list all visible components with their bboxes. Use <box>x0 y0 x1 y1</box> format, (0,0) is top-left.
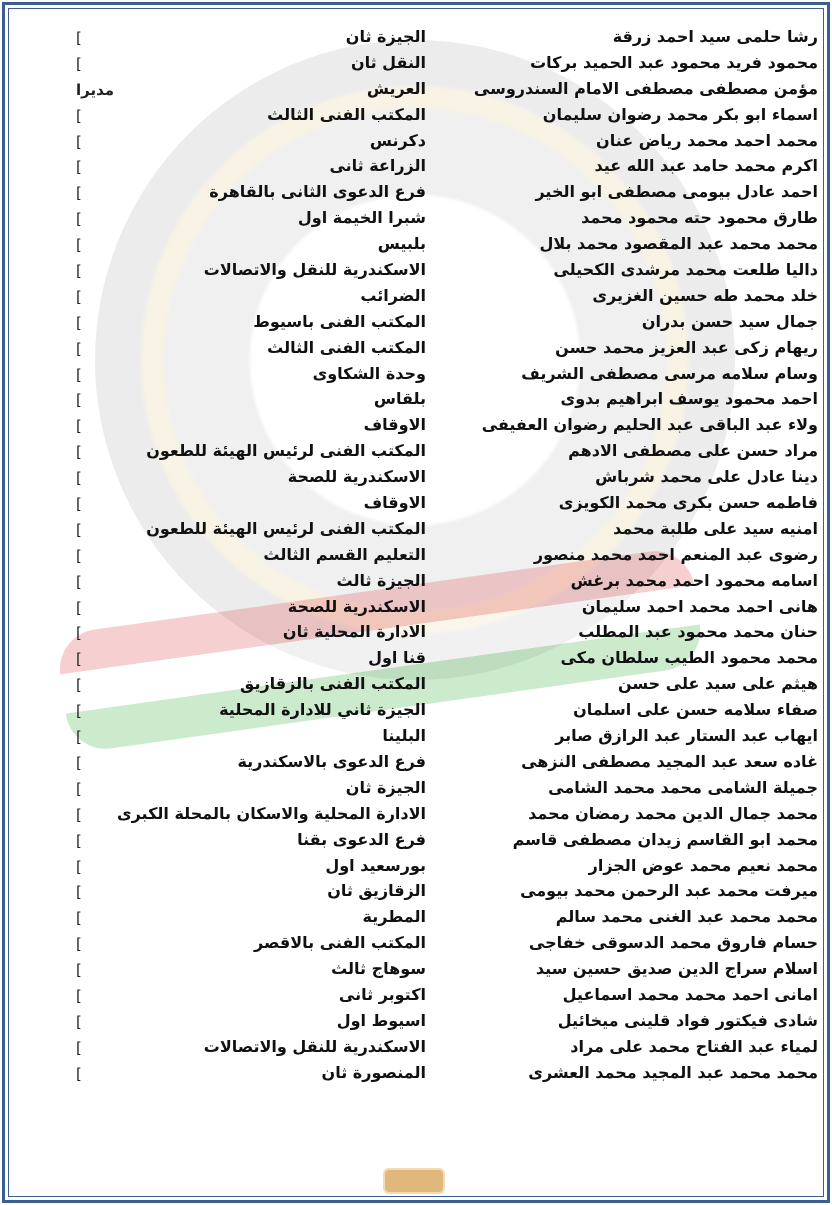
assignment-list <box>0 27 832 1089</box>
employee-name: جميلة الشامى محمد محمد الشامى <box>548 777 818 797</box>
assigned-office: المكتب الفنى باسيوط <box>253 311 426 331</box>
employee-name: محمد محمد عبد المقصود محمد بلال <box>539 234 818 254</box>
assigned-office: بلبيس <box>377 234 426 254</box>
employee-name: حسام فاروق محمد الدسوقى خفاجى <box>528 933 818 953</box>
list-item <box>0 907 832 933</box>
bracket-mark: [ <box>76 54 82 73</box>
list-item <box>0 881 832 907</box>
list-item <box>0 726 832 752</box>
bracket-mark: [ <box>76 624 82 643</box>
role-note: مديرا <box>76 80 115 99</box>
bracket-mark: [ <box>76 779 82 798</box>
assigned-office: دكرنس <box>369 130 426 150</box>
bracket-mark: [ <box>76 417 82 436</box>
employee-name: احمد عادل بيومى مصطفى ابو الخير <box>535 182 818 202</box>
list-item <box>0 985 832 1011</box>
list-item <box>0 131 832 157</box>
assigned-office: الاوقاف <box>363 415 426 435</box>
list-item <box>0 312 832 338</box>
list-item <box>0 597 832 623</box>
list-item <box>0 700 832 726</box>
bracket-mark: [ <box>76 29 82 47</box>
list-item <box>0 778 832 804</box>
page-number-tab <box>383 1168 445 1194</box>
bracket-mark: [ <box>76 262 82 281</box>
list-item <box>0 389 832 415</box>
employee-name: مراد حسن على مصطفى الادهم <box>568 441 818 461</box>
employee-name: رشا حلمى سيد احمد زرقة <box>612 27 818 46</box>
assigned-office: الزقازيق ثان <box>327 881 426 901</box>
list-item <box>0 364 832 390</box>
list-item <box>0 53 832 79</box>
bracket-mark: [ <box>76 1012 82 1031</box>
assigned-office: الاوقاف <box>363 493 426 513</box>
list-item <box>0 27 832 53</box>
employee-name: احمد محمود يوسف ابراهيم بدوى <box>560 389 818 409</box>
assigned-office: وحدة الشكاوى <box>312 363 426 383</box>
assigned-office: بلقاس <box>373 389 426 409</box>
bracket-mark: [ <box>76 676 82 695</box>
list-item <box>0 467 832 493</box>
bracket-mark: [ <box>76 650 82 669</box>
list-item <box>0 648 832 674</box>
employee-name: جمال سيد حسن بدران <box>641 311 818 331</box>
employee-name: مؤمن مصطفى مصطفى الامام السندروسى <box>473 78 818 98</box>
assigned-office: الاسكندرية للصحة <box>287 596 426 616</box>
assigned-office: الادارة المحلية والاسكان بالمحلة الكبرى <box>116 803 426 823</box>
employee-name: صفاء سلامه حسن على اسلمان <box>573 700 818 720</box>
assigned-office: الاسكندرية للصحة <box>287 467 426 487</box>
bracket-mark: [ <box>76 961 82 980</box>
assigned-office: بورسعيد اول <box>325 855 426 875</box>
bracket-mark: [ <box>76 106 82 125</box>
assigned-office: البلينا <box>382 726 426 746</box>
list-item <box>0 208 832 234</box>
list-item <box>0 260 832 286</box>
employee-name: اسامه محمود احمد محمد برغش <box>570 570 818 590</box>
assigned-office: المكتب الفنى بالزقازيق <box>240 674 426 694</box>
bracket-mark: [ <box>76 132 82 151</box>
assigned-office: النقل ثان <box>350 52 426 72</box>
list-item <box>0 933 832 959</box>
bracket-mark: [ <box>76 546 82 565</box>
bracket-mark: [ <box>76 702 82 721</box>
list-item <box>0 959 832 985</box>
bracket-mark: [ <box>76 391 82 410</box>
assigned-office: المكتب الفنى لرئيس الهيئة للطعون <box>146 518 426 538</box>
employee-name: محمد نعيم محمد عوض الجزار <box>588 855 818 875</box>
assigned-office: الزراعة ثانى <box>329 156 426 176</box>
employee-name: محمد محمد عبد المجيد محمد العشرى <box>528 1062 818 1082</box>
bracket-mark: [ <box>76 339 82 358</box>
bracket-mark: [ <box>76 728 82 747</box>
employee-name: وسام سلامه مرسى مصطفى الشريف <box>521 363 818 383</box>
assigned-office: المطرية <box>362 907 426 927</box>
assigned-office: المنصورة ثان <box>321 1062 426 1082</box>
list-item <box>0 79 832 105</box>
list-item <box>0 1063 832 1089</box>
bracket-mark: [ <box>76 1064 82 1083</box>
employee-name: محمد محمد عبد الغنى محمد سالم <box>555 907 818 927</box>
employee-name: ميرفت محمد عبد الرحمن محمد بيومى <box>520 881 818 901</box>
bracket-mark: [ <box>76 443 82 462</box>
employee-name: حنان محمد محمود عبد المطلب <box>578 622 818 642</box>
bracket-mark: [ <box>76 287 82 306</box>
list-item <box>0 441 832 467</box>
employee-name: اسماء ابو بكر محمد رضوان سليمان <box>542 104 818 124</box>
bracket-mark: [ <box>76 986 82 1005</box>
employee-name: ريهام زكى عبد العزيز محمد حسن <box>555 337 818 357</box>
employee-name: محمد احمد محمد رياض عنان <box>596 130 818 150</box>
assigned-office: الجيزة ثان <box>345 27 426 46</box>
assigned-office: المكتب الفنى لرئيس الهيئة للطعون <box>146 441 426 461</box>
list-item <box>0 622 832 648</box>
bracket-mark: [ <box>76 909 82 928</box>
assigned-office: فرع الدعوى بقنا <box>297 829 426 849</box>
employee-name: هيثم على سيد على حسن <box>618 674 818 694</box>
assigned-office: الاسكندرية للنقل والاتصالات <box>203 260 426 280</box>
employee-name: اكرم محمد حامد عبد الله عيد <box>594 156 818 176</box>
assigned-office: الجيزة ثالث <box>336 570 426 590</box>
assigned-office: المكتب الفنى الثالث <box>267 104 426 124</box>
list-item <box>0 804 832 830</box>
list-item <box>0 234 832 260</box>
list-item <box>0 156 832 182</box>
bracket-mark: [ <box>76 935 82 954</box>
assigned-office: الجيزة ثاني للادارة المحلية <box>219 700 426 720</box>
employee-name: محمود فريد محمود عبد الحميد بركات <box>530 52 818 72</box>
employee-name: شادى فيكتور فواد قلينى ميخائيل <box>557 1010 818 1030</box>
employee-name: خلد محمد طه حسين الغزيرى <box>592 285 818 305</box>
bracket-mark: [ <box>76 883 82 902</box>
employee-name: ايهاب عبد الستار عبد الرازق صابر <box>555 726 818 746</box>
employee-name: لمياء عبد الفتاح محمد على مراد <box>570 1036 818 1056</box>
bracket-mark: [ <box>76 184 82 203</box>
bracket-mark: [ <box>76 805 82 824</box>
bracket-mark: [ <box>76 857 82 876</box>
list-item <box>0 752 832 778</box>
list-item <box>0 493 832 519</box>
employee-name: داليا طلعت محمد مرشدى الكحيلى <box>553 260 818 280</box>
list-item <box>0 1011 832 1037</box>
list-item <box>0 105 832 131</box>
employee-name: ولاء عبد الباقى عبد الحليم رضوان العفيفى <box>481 415 818 435</box>
employee-name: اسلام سراج الدين صديق حسين سيد <box>535 959 818 979</box>
list-item <box>0 674 832 700</box>
employee-name: فاطمه حسن بكرى محمد الكويزى <box>558 493 818 513</box>
list-item <box>0 519 832 545</box>
list-item <box>0 856 832 882</box>
employee-name: دينا عادل على محمد شرباش <box>595 467 818 487</box>
bracket-mark: [ <box>76 236 82 255</box>
bracket-mark: [ <box>76 1038 82 1057</box>
assigned-office: الاسكندرية للنقل والاتصالات <box>203 1036 426 1056</box>
list-item <box>0 182 832 208</box>
bracket-mark: [ <box>76 520 82 539</box>
employee-name: امنيه سيد على طلبة محمد <box>613 518 818 538</box>
assigned-office: الادارة المحلية ثان <box>282 622 426 642</box>
assigned-office: فرع الدعوى بالاسكندرية <box>237 751 426 771</box>
list-item <box>0 286 832 312</box>
assigned-office: المكتب الفنى بالاقصر <box>254 933 426 953</box>
assigned-office: المكتب الفنى الثالث <box>267 337 426 357</box>
assigned-office: سوهاج ثالث <box>331 959 426 979</box>
employee-name: رضوى عبد المنعم احمد محمد منصور <box>533 544 818 564</box>
assigned-office: اسيوط اول <box>336 1010 426 1030</box>
assigned-office: العريش <box>366 78 426 98</box>
list-item <box>0 1037 832 1063</box>
bracket-mark: [ <box>76 831 82 850</box>
bracket-mark: [ <box>76 469 82 488</box>
assigned-office: شبرا الخيمة اول <box>297 208 426 228</box>
list-item <box>0 830 832 856</box>
list-item <box>0 338 832 364</box>
assigned-office: الضرائب <box>360 285 426 305</box>
list-item <box>0 571 832 597</box>
bracket-mark: [ <box>76 753 82 772</box>
bracket-mark: [ <box>76 365 82 384</box>
assigned-office: قنا اول <box>368 648 426 668</box>
assigned-office: فرع الدعوى الثانى بالقاهرة <box>209 182 426 202</box>
list-item <box>0 415 832 441</box>
employee-name: طارق محمود حته محمود محمد <box>581 208 818 228</box>
bracket-mark: [ <box>76 210 82 229</box>
employee-name: غاده سعد عبد المجيد مصطفى النزهى <box>521 751 818 771</box>
assigned-office: اكتوبر ثانى <box>338 984 426 1004</box>
bracket-mark: [ <box>76 313 82 332</box>
bracket-mark: [ <box>76 158 82 177</box>
bracket-mark: [ <box>76 495 82 514</box>
employee-name: محمد ابو القاسم زيدان مصطفى قاسم <box>512 829 818 849</box>
assigned-office: الجيزة ثان <box>345 777 426 797</box>
employee-name: امانى احمد محمد محمد اسماعيل <box>562 984 818 1004</box>
employee-name: محمد جمال الدين محمد رمضان محمد <box>528 803 818 823</box>
employee-name: محمد محمود الطيب سلطان مكى <box>560 648 818 668</box>
bracket-mark: [ <box>76 598 82 617</box>
bracket-mark: [ <box>76 572 82 591</box>
assigned-office: التعليم القسم الثالث <box>263 544 426 564</box>
employee-name: هانى احمد محمد احمد سليمان <box>581 596 818 616</box>
list-item <box>0 545 832 571</box>
